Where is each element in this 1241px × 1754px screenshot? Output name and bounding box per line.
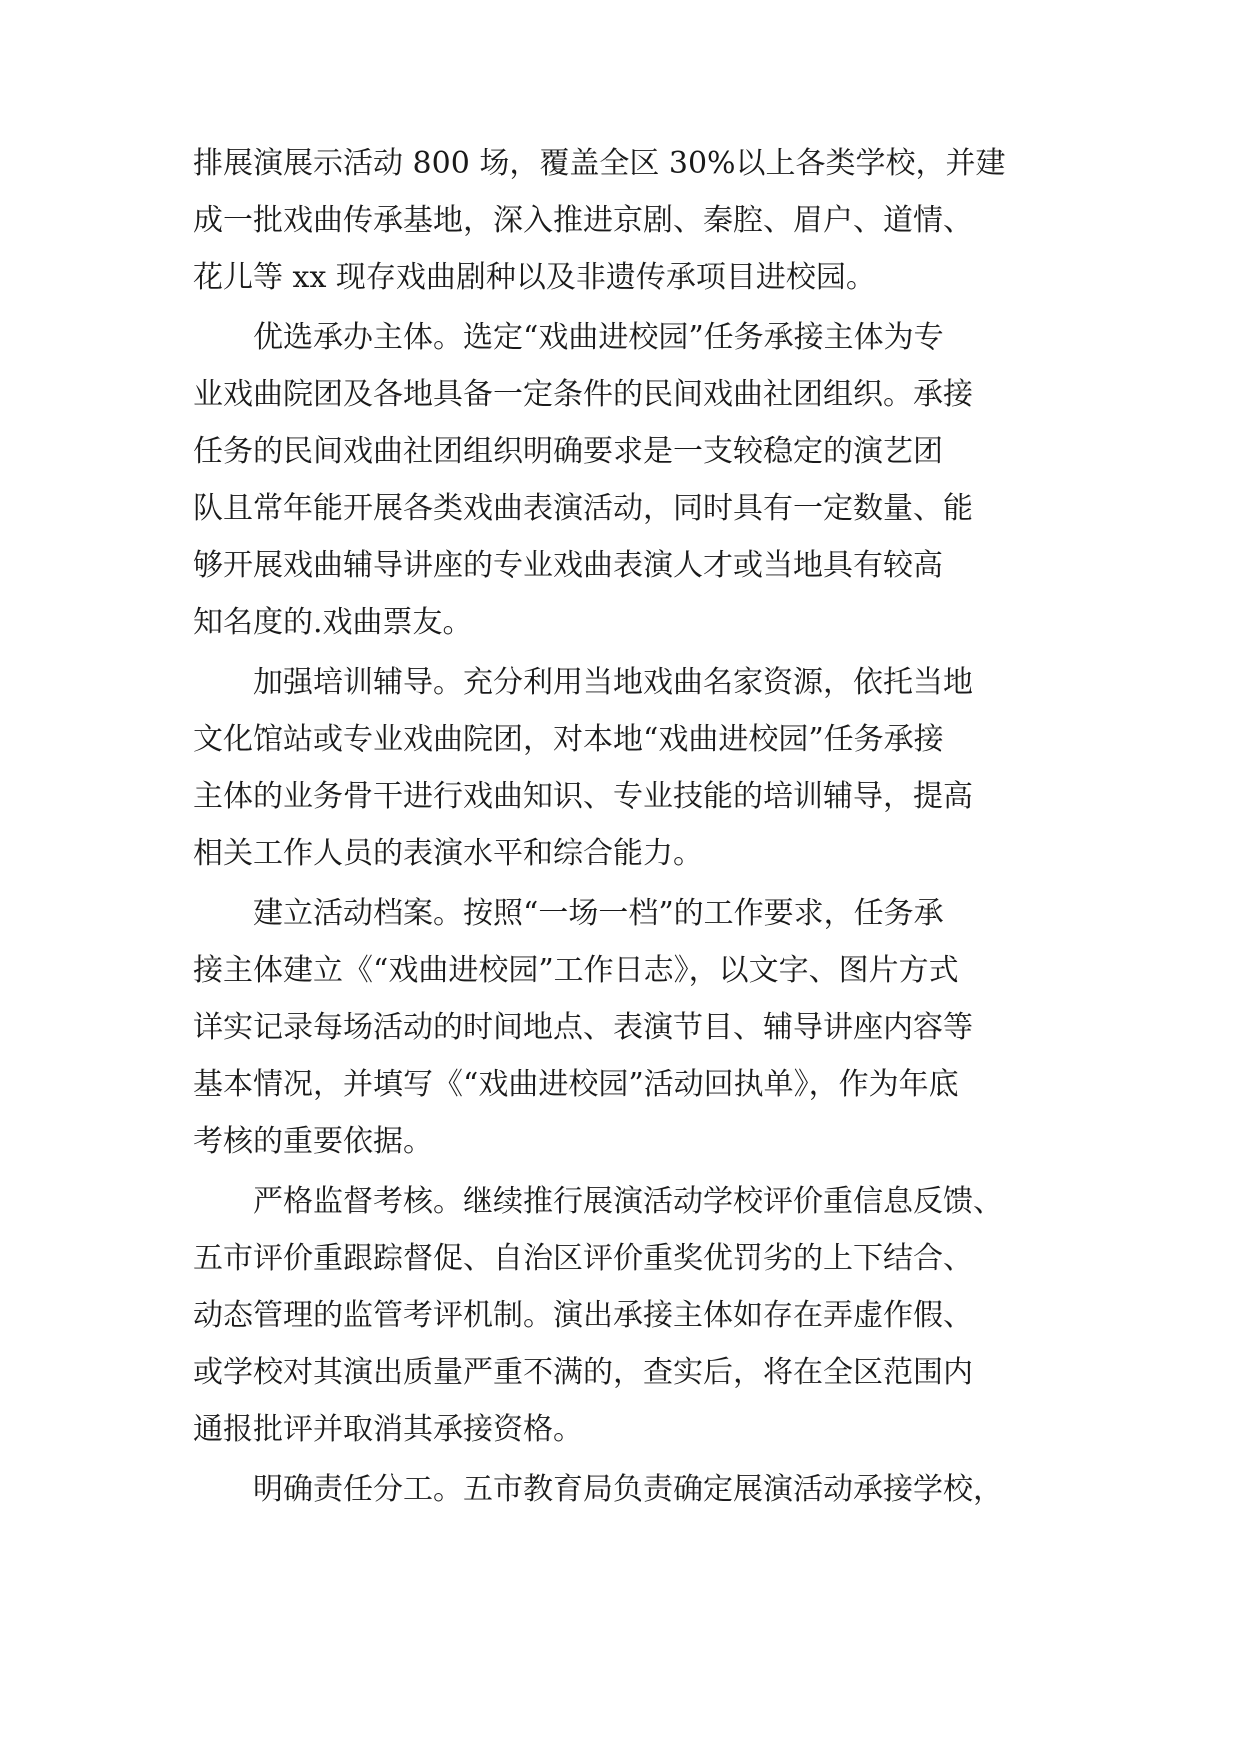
body-line: 基本情况，并填写《“戏曲进校园”活动回执单》，作为年底 bbox=[193, 1067, 959, 1102]
body-line: 文化馆站或专业戏曲院团，对本地“戏曲进校园”任务承接 bbox=[193, 722, 944, 757]
body-line: 主体的业务骨干进行戏曲知识、专业技能的培训辅导，提高 bbox=[193, 779, 973, 814]
paragraph-heading-line: 加强培训辅导。充分利用当地戏曲名家资源，依托当地 bbox=[253, 665, 973, 700]
body-line: 队且常年能开展各类戏曲表演活动，同时具有一定数量、能 bbox=[193, 491, 973, 526]
body-line: 业戏曲院团及各地具备一定条件的民间戏曲社团组织。承接 bbox=[193, 377, 973, 412]
body-line: 接主体建立《“戏曲进校园”工作日志》，以文字、图片方式 bbox=[193, 953, 959, 988]
body-line: 任务的民间戏曲社团组织明确要求是一支较稳定的演艺团 bbox=[193, 434, 943, 469]
body-line: 通报批评并取消其承接资格。 bbox=[193, 1412, 583, 1447]
paragraph-heading-line: 明确责任分工。五市教育局负责确定展演活动承接学校， bbox=[253, 1472, 1003, 1507]
body-line: 考核的重要依据。 bbox=[193, 1124, 433, 1159]
body-line: 相关工作人员的表演水平和综合能力。 bbox=[193, 836, 703, 871]
body-line: 动态管理的监管考评机制。演出承接主体如存在弄虚作假、 bbox=[193, 1298, 973, 1333]
paragraph-heading-line: 严格监督考核。继续推行展演活动学校评价重信息反馈、 bbox=[253, 1184, 1003, 1219]
body-line: 知名度的.戏曲票友。 bbox=[193, 605, 473, 640]
body-line: 排展演展示活动 800 场，覆盖全区 30%以上各类学校，并建 bbox=[193, 146, 1006, 181]
body-line: 五市评价重跟踪督促、自治区评价重奖优罚劣的上下结合、 bbox=[193, 1241, 973, 1276]
paragraph-heading-line: 优选承办主体。选定“戏曲进校园”任务承接主体为专 bbox=[253, 320, 944, 355]
body-line: 花儿等 xx 现存戏曲剧种以及非遗传承项目进校园。 bbox=[193, 260, 876, 295]
body-line: 详实记录每场活动的时间地点、表演节目、辅导讲座内容等 bbox=[193, 1010, 973, 1045]
body-line: 够开展戏曲辅导讲座的专业戏曲表演人才或当地具有较高 bbox=[193, 548, 943, 583]
paragraph-heading-line: 建立活动档案。按照“一场一档”的工作要求，任务承 bbox=[253, 896, 944, 931]
body-line: 或学校对其演出质量严重不满的，查实后，将在全区范围内 bbox=[193, 1355, 973, 1390]
body-line: 成一批戏曲传承基地，深入推进京剧、秦腔、眉户、道情、 bbox=[193, 203, 973, 238]
